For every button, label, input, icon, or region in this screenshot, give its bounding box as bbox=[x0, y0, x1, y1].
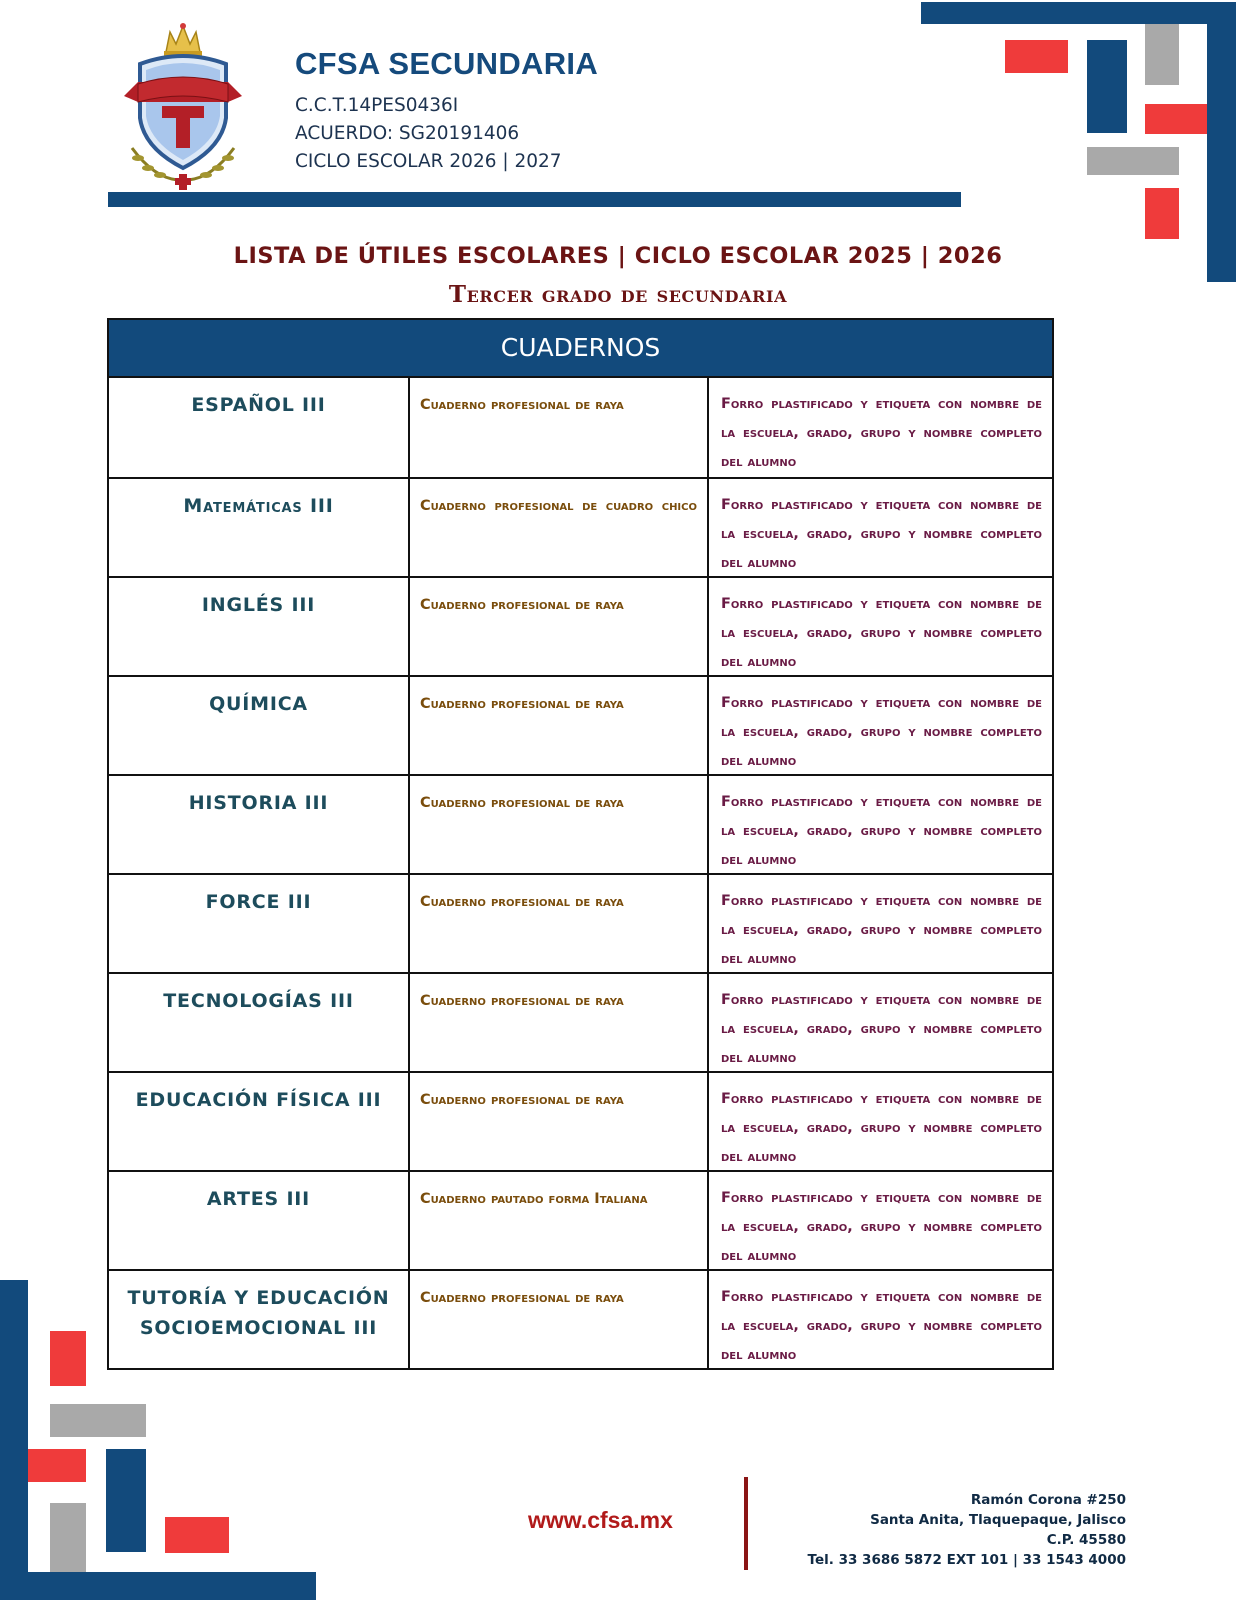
acuerdo-code: ACUERDO: SG20191406 bbox=[295, 123, 520, 144]
table-row bbox=[109, 675, 1052, 774]
notes-cell: Forro plastificado y etiqueta con nombre de la escuela, grado, grupo y nombre completo del alumno bbox=[721, 695, 1042, 769]
table-row bbox=[109, 1269, 1052, 1368]
notes-cell: Forro plastificado y etiqueta con nombre de la escuela, grado, grupo y nombre completo del alumno bbox=[721, 794, 1042, 868]
decor-red-block bbox=[1145, 188, 1179, 239]
notes-cell: Forro plastificado y etiqueta con nombre de la escuela, grado, grupo y nombre completo del alumno bbox=[721, 893, 1042, 967]
notebook-cell: Cuaderno profesional de cuadro chico bbox=[410, 479, 709, 576]
subject-cell: Matemáticas III bbox=[109, 479, 410, 576]
decor-red-block bbox=[50, 1331, 86, 1386]
supplies-table bbox=[107, 318, 1054, 1370]
subject-cell: EDUCACIÓN FÍSICA III bbox=[109, 1073, 410, 1170]
header-divider bbox=[108, 192, 961, 207]
table-row bbox=[109, 873, 1052, 972]
table-row bbox=[109, 1170, 1052, 1269]
cct-code: C.C.T.14PES0436I bbox=[295, 95, 459, 116]
subject-cell: TECNOLOGÍAS III bbox=[109, 974, 410, 1071]
table-row bbox=[109, 774, 1052, 873]
address-line-3: C.P. 45580 bbox=[1046, 1532, 1126, 1548]
notebook-cell: Cuaderno profesional de raya bbox=[410, 378, 709, 477]
school-name: CFSA SECUNDARIA bbox=[295, 46, 599, 81]
table-header: CUADERNOS bbox=[109, 320, 1052, 378]
notes-cell: Forro plastificado y etiqueta con nombre de la escuela, grado, grupo y nombre completo del alumno bbox=[721, 1289, 1042, 1363]
table-row bbox=[109, 576, 1052, 675]
decor-red-block bbox=[28, 1449, 86, 1482]
notes-cell: Forro plastificado y etiqueta con nombre de la escuela, grado, grupo y nombre completo del alumno bbox=[721, 992, 1042, 1066]
notes-cell: Forro plastificado y etiqueta con nombre de la escuela, grado, grupo y nombre completo del alumno bbox=[721, 596, 1042, 670]
decor-gray-block bbox=[1145, 24, 1179, 85]
list-title: LISTA DE ÚTILES ESCOLARES | CICLO ESCOLAR 2025 | 2026 bbox=[233, 243, 1003, 269]
decor-gray-block bbox=[50, 1503, 86, 1572]
notes-cell: Forro plastificado y etiqueta con nombre de la escuela, grado, grupo y nombre completo del alumno bbox=[721, 1091, 1042, 1165]
notes-cell: Forro plastificado y etiqueta con nombre de la escuela, grado, grupo y nombre completo del alumno bbox=[721, 396, 1042, 470]
table-row bbox=[109, 477, 1052, 576]
table-row bbox=[109, 378, 1052, 477]
notes-cell: Forro plastificado y etiqueta con nombre de la escuela, grado, grupo y nombre completo del alumno bbox=[721, 497, 1042, 571]
school-cycle: CICLO ESCOLAR 2026 | 2027 bbox=[295, 151, 562, 172]
decor-red-block bbox=[1145, 104, 1207, 134]
table-row bbox=[109, 1071, 1052, 1170]
decor-gray-block bbox=[1087, 147, 1179, 175]
notebook-cell: Cuaderno profesional de raya bbox=[410, 578, 709, 675]
notebook-cell: Cuaderno pautado forma Italiana bbox=[410, 1172, 709, 1269]
address-line-2: Santa Anita, Tlaquepaque, Jalisco bbox=[870, 1512, 1126, 1528]
table-row bbox=[109, 972, 1052, 1071]
notebook-cell: Cuaderno profesional de raya bbox=[410, 1073, 709, 1170]
subject-cell: ARTES III bbox=[109, 1172, 410, 1269]
decor-navy-block bbox=[1087, 40, 1127, 133]
notebook-cell: Cuaderno profesional de raya bbox=[410, 974, 709, 1071]
website-link[interactable]: www.cfsa.mx bbox=[528, 1507, 673, 1533]
decor-gray-block bbox=[50, 1404, 146, 1437]
footer-divider bbox=[744, 1477, 748, 1570]
school-crest-icon bbox=[118, 18, 248, 190]
notebook-cell: Cuaderno profesional de raya bbox=[410, 677, 709, 774]
decor-red-block bbox=[1005, 40, 1068, 73]
phone-line: Tel. 33 3686 5872 EXT 101 | 33 1543 4000 bbox=[807, 1552, 1126, 1568]
notebook-cell: Cuaderno profesional de raya bbox=[410, 1271, 709, 1368]
subject-cell: ESPAÑOL III bbox=[109, 378, 410, 477]
decor-navy-block bbox=[106, 1449, 146, 1552]
grade-title: Tercer grado de secundaria bbox=[448, 281, 788, 308]
subject-cell: QUÍMICA bbox=[109, 677, 410, 774]
decor-red-block bbox=[165, 1517, 229, 1553]
notebook-cell: Cuaderno profesional de raya bbox=[410, 776, 709, 873]
notes-cell: Forro plastificado y etiqueta con nombre de la escuela, grado, grupo y nombre completo del alumno bbox=[721, 1190, 1042, 1264]
address-line-1: Ramón Corona #250 bbox=[970, 1492, 1126, 1508]
subject-cell: TUTORÍA Y EDUCACIÓN SOCIOEMOCIONAL III bbox=[109, 1271, 410, 1368]
subject-cell: HISTORIA III bbox=[109, 776, 410, 873]
subject-cell: FORCE III bbox=[109, 875, 410, 972]
notebook-cell: Cuaderno profesional de raya bbox=[410, 875, 709, 972]
subject-cell: INGLÉS III bbox=[109, 578, 410, 675]
